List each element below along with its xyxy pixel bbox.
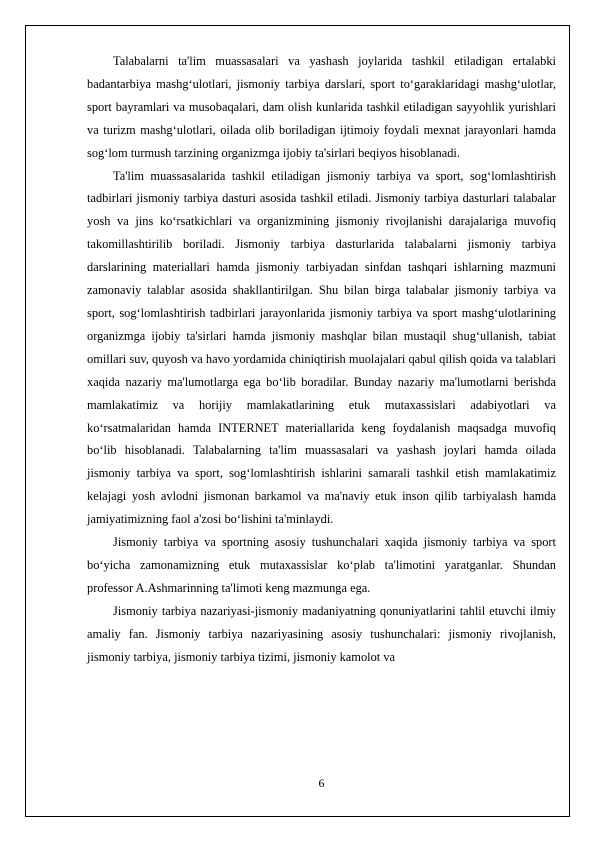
paragraph-1: Talabalarni ta'lim muassasalari va yashash joylarida tashkil etiladigan ertalabki badantarbiya mashg‘ulotlari, jismoniy tarbiya darslari, sport to‘garaklaridagi mashg‘ulotlar, sport bayramlari va musobaqalari, dam olish kunlarida tashkil etiladigan sayyohlik yurishlari va turizm mashg‘ulotlari, oilada olib boriladigan ijtimoiy foydali mexnat jarayonlari hamda sog‘lom turmush tarzining organizmga ijobiy ta'sirlari beqiyos hisoblanadi. <box>87 54 556 160</box>
paragraph-3: Jismoniy tarbiya va sportning asosiy tushunchalari xaqida jismoniy tarbiya va sport bo‘yicha zamonamizning etuk mutaxassislar ko‘plab ta'limotini yaratganlar. Shundan professor A.Ashmarinning ta'limoti keng mazmunga ega. <box>87 535 556 595</box>
paragraph-4: Jismoniy tarbiya nazariyasi-jismoniy madaniyatning qonuniyatlarini tahlil etuvchi ilmiy amaliy fan. Jismoniy tarbiya nazariyasining asosiy tushunchalari: jismoniy rivojlanish, jismoniy tarbiya, jismoniy tarbiya tizimi, jismoniy kamolot va <box>87 603 556 664</box>
page-number-label: 6 <box>318 776 325 790</box>
paragraph-2: Ta'lim muassasalarida tashkil etiladigan jismoniy tarbiya va sport, sog‘lomlashtirish tadbirlari jismoniy tarbiya dasturi asosida tashkil etiladi. Jismoniy tarbiya dasturlari talabalar yosh va jins ko‘rsatkichlari va organizmining jismoniy rivojlanishi darajalariga muvofiq takomillashtirilib boriladi. Jismoniy tarbiya dasturlarida talabalarni jismoniy tarbiya darslarining materiallari hamda jismoniy tarbiyadan sinfdan tashqari ishlarning mazmuni zamonaviy talablar asosida shakllantirilgan. Shu bilan birga talabalar jismoniy tarbiya va sport, sog‘lomlashtirish tadbirlari jarayonlarida jismoniy tarbiya va sport mashg‘ulotlarining organizmga ijobiy ta'sirlari hamda jismoniy mashqlar bilan mustaqil shug‘ullanish, tabiat omillari suv, quyosh va havo yordamida chiniqtirish muolajalari qabul qilish qoida va talablari xaqida nazariy ma'lumotlarga ega bo‘lib boradilar. Bunday nazariy ma'lumotlarni berishda mamlakatimiz va horijiy mamlakatlarining etuk mutaxassislari adabiyotlari va ko‘rsatmalaridan hamda INTERNET materiallarida keng foydalanish maqsadga muvofiq bo‘lib hisoblanadi. Talabalarning ta'lim muassasalari va yashash joylari hamda oilada jismoniy tarbiya va sport, sog‘lomlashtirish ishlarini samarali tashkil etish mamlakatimiz kelajagi yosh avlodni jismonan barkamol va ma'naviy etuk inson qilib tarbiyalash hamda jamiyatimizning faol a'zosi bo‘lishini ta'minlaydi. <box>87 168 556 527</box>
page-number <box>0 776 595 790</box>
body-text <box>87 50 556 668</box>
